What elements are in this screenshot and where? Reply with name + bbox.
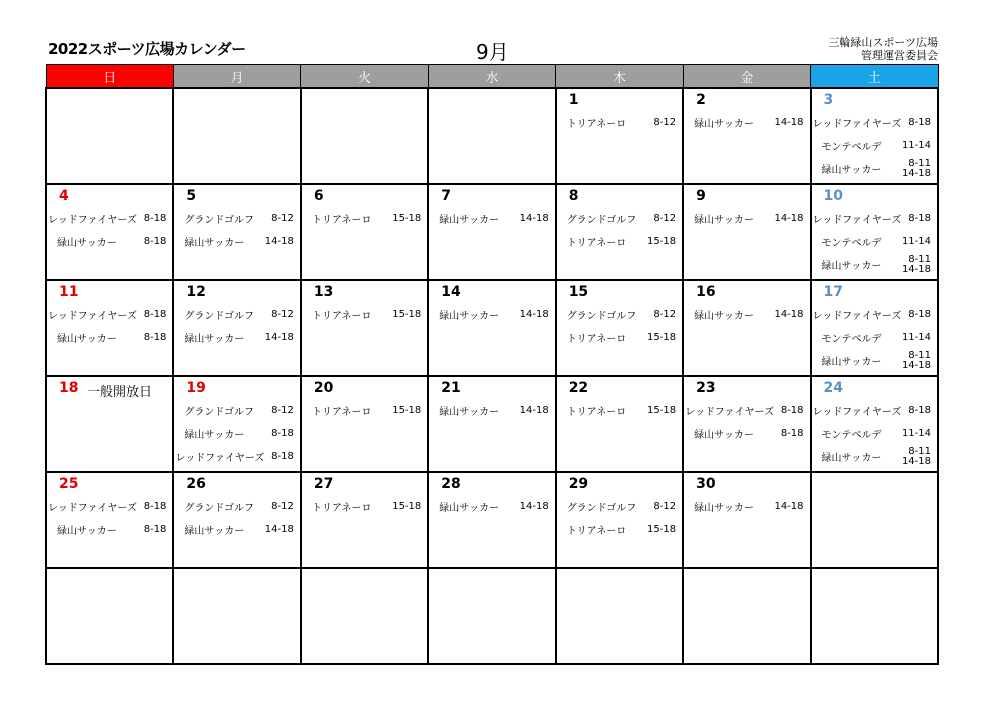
event-list [684, 303, 809, 326]
day-number: 3 [823, 92, 834, 108]
event-item [174, 303, 299, 326]
day-cell [428, 184, 555, 280]
event-name: トリアネーロ [311, 503, 372, 514]
day-number [302, 569, 427, 590]
event-item [684, 422, 809, 445]
weekday-sunday: 日 [46, 65, 173, 89]
event-item [812, 111, 937, 134]
day-cell [428, 376, 555, 472]
event-item [684, 303, 809, 326]
event-time: 8-18 [271, 427, 294, 439]
event-time: 8-18 [908, 404, 931, 416]
event-item [47, 326, 172, 349]
event-name: 緑山サッカー [439, 215, 500, 226]
day-number: 17 [823, 284, 844, 300]
day-number: 4 [59, 188, 69, 204]
event-time: 15-18 [392, 404, 422, 416]
event-time: 15-18 [647, 331, 677, 343]
event-time: 14-18 [774, 500, 804, 512]
event-name: トリアネーロ [566, 407, 627, 418]
event-time: 8-18 [908, 308, 931, 320]
event-item [812, 349, 937, 372]
event-list [684, 495, 809, 518]
event-item [812, 230, 937, 253]
day-cell [811, 184, 938, 280]
day-cell [301, 472, 428, 568]
event-time: 14-18 [774, 116, 804, 128]
day-cell [428, 280, 555, 376]
day-cell [173, 184, 300, 280]
day-cell [46, 472, 173, 568]
event-time: 8-12 [653, 308, 677, 320]
event-name: グランドゴルフ [184, 215, 255, 226]
event-item [429, 495, 554, 518]
day-number: 8 [568, 188, 579, 204]
event-time: 15-18 [647, 235, 677, 247]
organizer [828, 36, 938, 62]
day-cell [683, 472, 810, 568]
day-cell [428, 472, 555, 568]
event-time: 14-18 [519, 212, 549, 224]
day-cell [301, 184, 428, 280]
week-row [46, 280, 938, 376]
event-name: 緑山サッカー [821, 357, 882, 368]
event-item [429, 303, 554, 326]
event-time: 11-14 [901, 427, 931, 439]
day-cell [46, 280, 173, 376]
event-name: レッドファイヤーズ [812, 407, 902, 418]
event-time: 8-12 [271, 212, 294, 224]
event-item [812, 445, 937, 468]
event-name: 緑山サッカー [184, 334, 245, 345]
event-item [812, 303, 937, 326]
week-row [46, 472, 938, 568]
event-time: 8-18 [908, 116, 931, 128]
event-item [812, 207, 937, 230]
day-cell [811, 472, 938, 568]
event-name: 緑山サッカー [57, 334, 117, 345]
day-number [684, 569, 809, 590]
event-item [812, 422, 937, 445]
event-item [302, 495, 427, 518]
event-item [47, 303, 172, 326]
day-cell [173, 568, 300, 664]
event-list [429, 207, 554, 230]
event-time: 14-18 [264, 331, 294, 343]
event-time: 8-12 [653, 212, 677, 224]
organizer-line-1: 三輪緑山スポーツ広場 [828, 36, 938, 49]
event-item [174, 399, 299, 422]
day-number: 24 [823, 380, 844, 396]
day-cell [301, 88, 428, 184]
event-list [174, 303, 299, 349]
event-item [302, 303, 427, 326]
event-name: 緑山サッカー [694, 311, 754, 322]
calendar-grid [45, 64, 939, 665]
event-time: 14-18 [264, 235, 294, 247]
day-number [302, 89, 427, 110]
day-number [47, 89, 172, 110]
event-name: トリアネーロ [566, 526, 627, 537]
day-cell [683, 88, 810, 184]
event-name: トリアネーロ [311, 215, 372, 226]
event-time: 8-18 [780, 404, 804, 416]
day-number: 11 [59, 284, 79, 300]
event-list [302, 495, 427, 518]
event-time: 8-11 14-18 [901, 349, 931, 371]
event-time: 14-18 [774, 212, 804, 224]
event-item [812, 399, 937, 422]
weekday-friday: 金 [683, 65, 810, 89]
event-name: 緑山サッカー [439, 407, 500, 418]
day-number: 15 [568, 284, 589, 300]
event-item [557, 326, 682, 349]
day-number [429, 89, 554, 110]
event-name: 緑山サッカー [821, 165, 882, 176]
event-list [812, 303, 937, 372]
event-time: 8-11 14-18 [901, 253, 931, 275]
event-list [557, 495, 682, 541]
event-name: 緑山サッカー [694, 503, 754, 514]
event-time: 15-18 [647, 523, 677, 535]
day-number: 9 [696, 188, 706, 204]
weekday-header-row [46, 65, 938, 89]
day-cell [811, 280, 938, 376]
event-name: 緑山サッカー [184, 238, 245, 249]
event-list [684, 399, 809, 445]
event-name: 緑山サッカー [694, 119, 754, 130]
event-item [557, 399, 682, 422]
day-number: 25 [59, 476, 79, 492]
event-name: グランドゴルフ [184, 311, 255, 322]
event-time: 8-18 [271, 450, 294, 462]
day-cell [173, 376, 300, 472]
event-name: 緑山サッカー [439, 503, 500, 514]
event-name: トリアネーロ [566, 238, 627, 249]
event-time: 14-18 [519, 404, 549, 416]
event-list [684, 207, 809, 230]
event-list [429, 399, 554, 422]
event-name: 緑山サッカー [439, 311, 500, 322]
event-item [174, 230, 299, 253]
event-list [302, 399, 427, 422]
event-list [429, 303, 554, 326]
event-time: 8-18 [143, 331, 167, 343]
event-name: 緑山サッカー [821, 453, 882, 464]
event-time: 15-18 [392, 500, 422, 512]
event-item [557, 495, 682, 518]
day-number: 18 [59, 380, 79, 396]
event-item [47, 230, 172, 253]
event-name: 緑山サッカー [184, 430, 245, 441]
event-name: レッドファイヤーズ [812, 119, 902, 130]
event-list [47, 303, 172, 349]
event-list [429, 495, 554, 518]
day-number: 2 [696, 92, 706, 108]
day-cell [556, 568, 683, 664]
event-list [812, 111, 937, 180]
week-row [46, 88, 938, 184]
weekday-monday: 月 [173, 65, 300, 89]
event-list [557, 399, 682, 422]
day-cell [46, 568, 173, 664]
day-number [174, 89, 299, 110]
event-list [557, 207, 682, 253]
event-name: グランドゴルフ [184, 407, 255, 418]
day-number [47, 569, 172, 590]
event-name: トリアネーロ [566, 119, 627, 130]
event-time: 11-14 [901, 235, 931, 247]
day-number [812, 569, 937, 590]
event-time: 8-18 [143, 235, 167, 247]
day-number: 20 [313, 380, 334, 396]
month-label: 9月 [476, 40, 509, 64]
day-number: 6 [313, 188, 324, 204]
event-name: トリアネーロ [566, 334, 627, 345]
event-name: 緑山サッカー [57, 526, 117, 537]
day-number: 13 [313, 284, 334, 300]
event-item [684, 111, 809, 134]
event-item [557, 518, 682, 541]
event-list [174, 207, 299, 253]
event-list [812, 399, 937, 468]
event-item [557, 111, 682, 134]
event-time: 15-18 [392, 212, 422, 224]
event-item [812, 326, 937, 349]
day-cell [173, 472, 300, 568]
event-time: 8-12 [653, 116, 677, 128]
weekday-saturday: 土 [811, 65, 938, 89]
day-number: 16 [696, 284, 716, 300]
event-name: モンテベルデ [821, 334, 882, 345]
event-list [174, 399, 299, 468]
day-cell [683, 568, 810, 664]
event-time: 14-18 [519, 308, 549, 320]
day-number: 5 [186, 188, 197, 204]
event-name: レッドファイヤーズ [812, 215, 902, 226]
event-name: レッドファイヤーズ [812, 311, 902, 322]
event-time: 8-11 14-18 [901, 445, 931, 467]
event-item [429, 207, 554, 230]
day-cell [428, 88, 555, 184]
event-list [557, 303, 682, 349]
day-number: 21 [441, 380, 461, 396]
event-name: レッドファイヤーズ [175, 453, 265, 464]
event-name: モンテベルデ [821, 238, 882, 249]
day-number: 14 [441, 284, 461, 300]
event-item [302, 399, 427, 422]
day-cell [301, 568, 428, 664]
event-name: レッドファイヤーズ [48, 215, 137, 226]
event-item [47, 207, 172, 230]
event-name: レッドファイヤーズ [48, 311, 137, 322]
day-cell [556, 376, 683, 472]
event-item [812, 253, 937, 276]
organizer-line-2: 管理運営委員会 [861, 49, 938, 62]
day-cell [683, 184, 810, 280]
event-name: トリアネーロ [311, 311, 372, 322]
event-list [812, 207, 937, 276]
day-cell [683, 376, 810, 472]
day-cell [683, 280, 810, 376]
event-time: 11-14 [901, 331, 931, 343]
day-number: 12 [186, 284, 206, 300]
day-cell [173, 88, 300, 184]
day-number: 22 [568, 380, 589, 396]
day-number [429, 569, 554, 590]
day-number: 1 [568, 92, 579, 108]
event-item [174, 495, 299, 518]
event-item [557, 207, 682, 230]
weekday-thursday: 木 [556, 65, 683, 89]
event-item [174, 518, 299, 541]
event-time: 15-18 [392, 308, 422, 320]
day-cell [301, 280, 428, 376]
event-name: トリアネーロ [311, 407, 372, 418]
event-time: 8-18 [143, 308, 167, 320]
weekday-tuesday: 火 [301, 65, 428, 89]
event-item [812, 157, 937, 180]
event-list [47, 207, 172, 253]
event-time: 8-18 [908, 212, 931, 224]
week-row [46, 376, 938, 472]
event-time: 8-18 [143, 500, 167, 512]
event-time: 8-12 [271, 404, 294, 416]
week-row [46, 568, 938, 664]
event-time: 8-11 14-18 [901, 157, 931, 179]
event-item [684, 207, 809, 230]
day-number: 27 [313, 476, 334, 492]
day-cell [173, 280, 300, 376]
event-name: グランドゴルフ [184, 503, 255, 514]
event-list [302, 303, 427, 326]
day-number: 19 [186, 380, 206, 396]
day-cell [46, 88, 173, 184]
event-item [47, 495, 172, 518]
event-item [429, 399, 554, 422]
event-list [302, 207, 427, 230]
day-cell [811, 376, 938, 472]
day-cell [428, 568, 555, 664]
day-number: 28 [441, 476, 461, 492]
event-time: 8-18 [143, 212, 167, 224]
day-cell [556, 472, 683, 568]
event-name: 緑山サッカー [821, 261, 882, 272]
event-item [174, 445, 299, 468]
day-number: 29 [568, 476, 589, 492]
day-cell [811, 88, 938, 184]
calendar-body [46, 88, 938, 664]
event-item [174, 326, 299, 349]
day-number: 7 [441, 188, 452, 204]
day-cell [301, 376, 428, 472]
event-name: グランドゴルフ [566, 311, 637, 322]
day-number: 23 [696, 380, 716, 396]
day-number [174, 569, 299, 590]
weekday-wednesday: 水 [428, 65, 555, 89]
event-time: 14-18 [519, 500, 549, 512]
event-time: 8-18 [780, 427, 804, 439]
event-name: レッドファイヤーズ [685, 407, 775, 418]
event-item [684, 399, 809, 422]
event-time: 15-18 [647, 404, 677, 416]
day-cell [46, 184, 173, 280]
day-number [557, 569, 682, 590]
event-item [174, 207, 299, 230]
day-cell [811, 568, 938, 664]
day-note: 一般開放日 [87, 385, 153, 400]
event-list [684, 111, 809, 134]
event-name: グランドゴルフ [566, 215, 637, 226]
event-name: 緑山サッカー [694, 430, 754, 441]
day-number: 10 [823, 188, 844, 204]
day-number [812, 473, 937, 494]
day-cell [556, 184, 683, 280]
event-time: 8-12 [271, 500, 294, 512]
day-number: 30 [696, 476, 716, 492]
event-time: 8-12 [653, 500, 677, 512]
event-time: 14-18 [774, 308, 804, 320]
event-name: 緑山サッカー [184, 526, 245, 537]
day-cell [556, 280, 683, 376]
day-number: 26 [186, 476, 206, 492]
event-name: 緑山サッカー [57, 238, 117, 249]
event-item [557, 230, 682, 253]
event-time: 11-14 [901, 139, 931, 151]
event-time: 8-18 [143, 523, 167, 535]
day-cell [556, 88, 683, 184]
event-item [174, 422, 299, 445]
event-name: レッドファイヤーズ [48, 503, 137, 514]
event-time: 14-18 [264, 523, 294, 535]
event-item [47, 518, 172, 541]
week-row [46, 184, 938, 280]
event-item [812, 134, 937, 157]
calendar-title: 2022スポーツ広場カレンダー [48, 40, 246, 58]
event-list [557, 111, 682, 134]
event-name: グランドゴルフ [566, 503, 637, 514]
event-time: 8-12 [271, 308, 294, 320]
event-item [557, 303, 682, 326]
event-item [302, 207, 427, 230]
event-name: モンテベルデ [821, 430, 882, 441]
event-item [684, 495, 809, 518]
event-list [174, 495, 299, 541]
event-name: 緑山サッカー [694, 215, 754, 226]
event-list [47, 495, 172, 541]
event-name: モンテベルデ [821, 142, 882, 153]
day-cell [46, 376, 173, 472]
